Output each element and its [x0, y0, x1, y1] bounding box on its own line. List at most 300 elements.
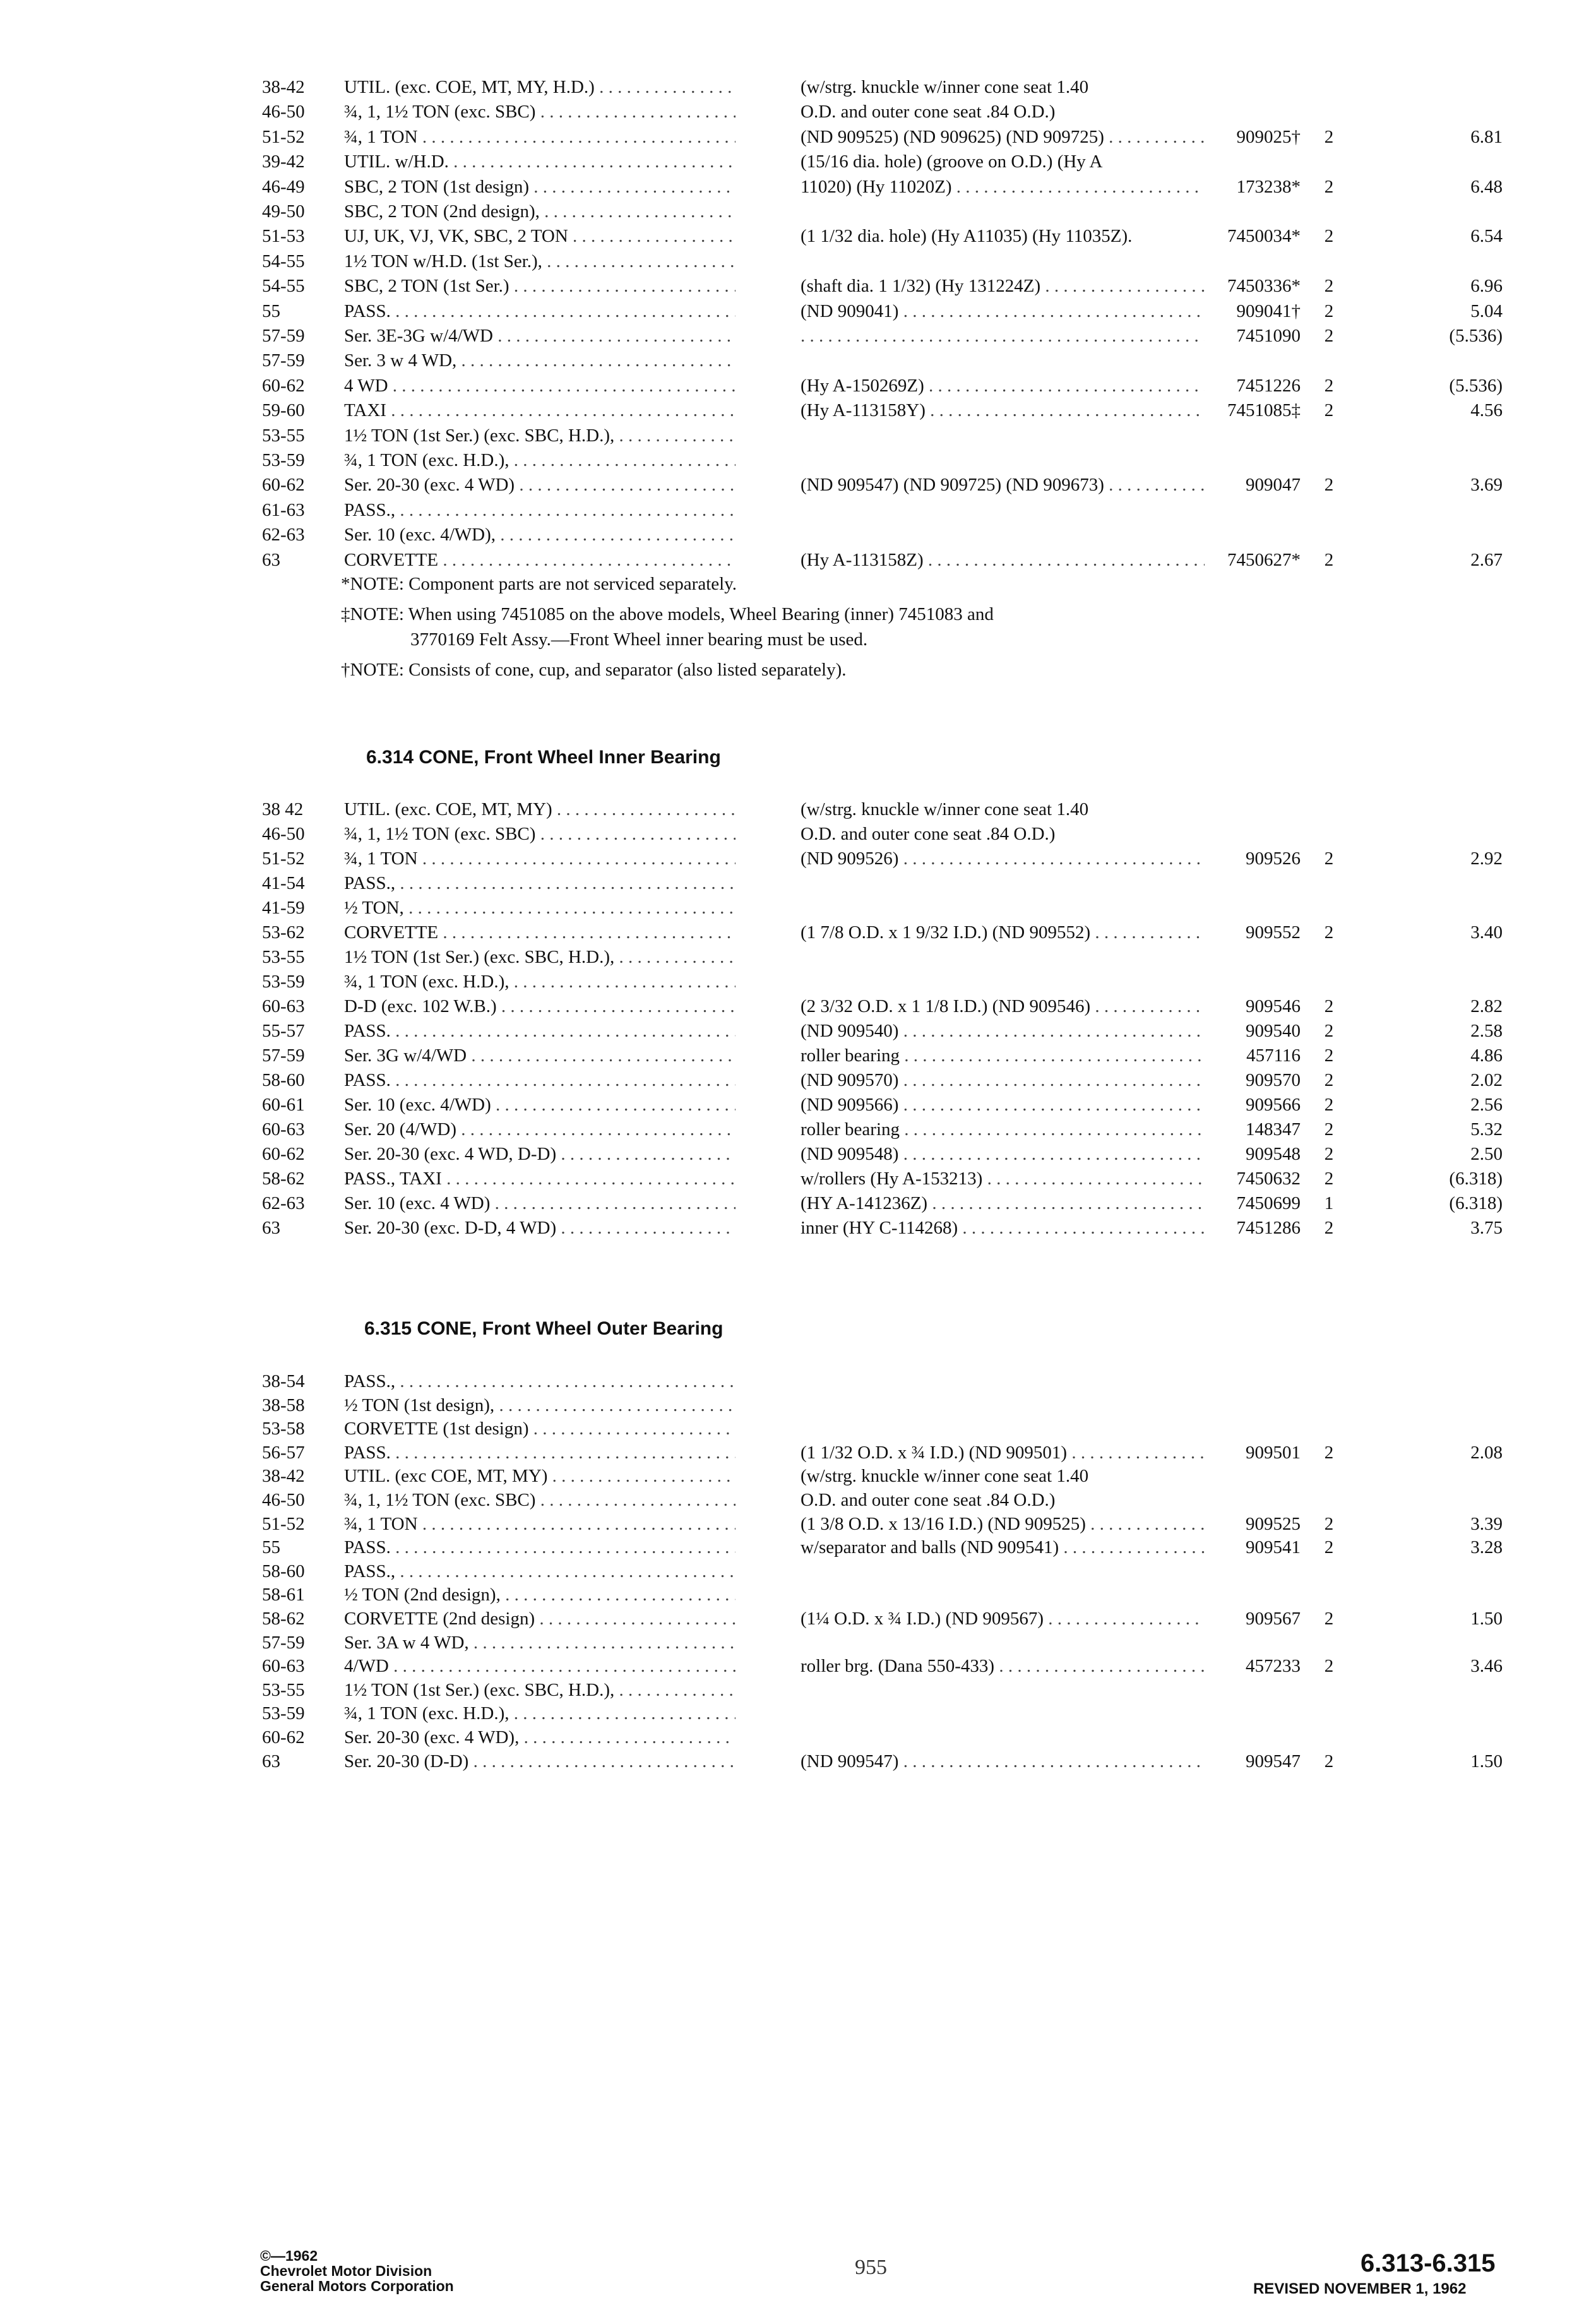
table-row — [0, 821, 1596, 847]
year-cell — [262, 174, 338, 199]
description-cell-text: (HY A-141236Z) — [801, 1193, 928, 1213]
quantity-cell — [1310, 1215, 1348, 1241]
part-number-cell — [1187, 472, 1301, 497]
year-cell — [262, 1141, 338, 1167]
quantity-cell-text: 2 — [1324, 1045, 1334, 1066]
model-cell — [344, 1677, 735, 1703]
year-cell — [262, 423, 338, 448]
year-cell-text: 38-42 — [262, 1466, 305, 1487]
quantity-cell-text: 2 — [1324, 276, 1334, 297]
table-row — [0, 273, 1596, 299]
description-cell-text: (ND 909526) — [801, 848, 899, 869]
part-number-cell-text: 909047 — [1246, 475, 1301, 496]
description-cell — [801, 299, 1205, 324]
model-cell — [344, 472, 735, 497]
description-cell — [801, 323, 1205, 348]
year-cell — [262, 1068, 338, 1093]
model-cell — [344, 1117, 735, 1142]
table-row — [0, 299, 1596, 324]
description-cell-text: roller bearing — [801, 1045, 900, 1066]
model-cell — [344, 895, 735, 920]
model-cell-text: PASS., — [344, 1561, 396, 1581]
model-cell-text: PASS., — [344, 1371, 396, 1391]
year-cell — [262, 846, 338, 871]
table-row — [0, 1606, 1596, 1631]
quantity-cell — [1310, 1018, 1348, 1044]
model-cell-text: PASS., — [344, 873, 396, 893]
quantity-cell — [1310, 273, 1348, 299]
description-cell — [801, 149, 1205, 174]
quantity-cell-text: 1 — [1324, 1193, 1334, 1213]
part-number-cell — [1187, 1535, 1301, 1560]
year-cell-text: 60-61 — [262, 1095, 305, 1115]
price-cell — [1357, 1141, 1503, 1167]
model-cell — [344, 821, 735, 847]
year-cell-text: 63 — [262, 549, 280, 570]
year-cell — [262, 1369, 338, 1394]
description-cell — [801, 1166, 1205, 1191]
part-number-cell — [1187, 1117, 1301, 1142]
price-cell — [1357, 1166, 1503, 1191]
table-row — [0, 1369, 1596, 1394]
description-cell — [801, 1141, 1205, 1167]
model-cell — [344, 1215, 735, 1241]
description-cell-text: O.D. and outer cone seat .84 O.D.) — [801, 824, 1056, 844]
table-row — [0, 1582, 1596, 1607]
table-row — [0, 1630, 1596, 1655]
description-cell-text: (ND 909570) — [801, 1070, 899, 1090]
model-cell — [344, 871, 735, 896]
year-cell — [262, 821, 338, 847]
model-cell — [344, 1511, 735, 1537]
year-cell — [262, 944, 338, 970]
model-cell-text: Ser. 20-30 (exc. D-D, 4 WD) — [344, 1218, 557, 1238]
description-cell — [801, 124, 1205, 150]
year-cell — [262, 124, 338, 150]
part-number-cell-text: 909526 — [1246, 848, 1301, 869]
quantity-cell-text: 2 — [1324, 375, 1334, 396]
year-cell — [262, 1630, 338, 1655]
year-cell-text: 46-50 — [262, 824, 305, 844]
quantity-cell-text: 2 — [1324, 1442, 1334, 1463]
description-cell-text: (ND 909547) (ND 909725) (ND 909673) — [801, 475, 1104, 496]
year-cell-text: 57-59 — [262, 1045, 305, 1066]
part-number-cell — [1187, 1440, 1301, 1465]
model-cell — [344, 1191, 735, 1216]
price-cell — [1357, 547, 1503, 573]
quantity-cell-text: 2 — [1324, 1656, 1334, 1677]
description-cell — [801, 1440, 1205, 1465]
part-number-cell-text: 7451090 — [1236, 326, 1301, 346]
description-cell — [801, 920, 1205, 945]
description-cell-text: (ND 909548) — [801, 1144, 899, 1164]
part-number-cell — [1187, 1511, 1301, 1537]
price-cell — [1357, 124, 1503, 150]
section-heading: 6.315 CONE, Front Wheel Outer Bearing — [364, 1318, 724, 1339]
description-cell-text: (ND 909547) — [801, 1751, 899, 1771]
table-row — [0, 1701, 1596, 1726]
year-cell — [262, 920, 338, 945]
price-cell-text: 2.67 — [1470, 549, 1503, 570]
year-cell-text: 51-52 — [262, 1513, 305, 1534]
part-number-cell-text: 909501 — [1246, 1442, 1301, 1463]
price-cell — [1357, 472, 1503, 497]
part-number-cell — [1187, 273, 1301, 299]
table-row — [0, 1166, 1596, 1191]
table-row — [0, 1559, 1596, 1584]
quantity-cell — [1310, 472, 1348, 497]
revised-date: REVISED NOVEMBER 1, 1962 — [1253, 2280, 1467, 2297]
model-cell-text: ¾, 1 TON — [344, 126, 418, 147]
price-cell-text: 6.96 — [1470, 276, 1503, 297]
description-cell — [801, 1653, 1205, 1679]
quantity-cell-text: 2 — [1324, 1169, 1334, 1189]
price-cell — [1357, 846, 1503, 871]
model-cell — [344, 273, 735, 299]
model-cell-text: UJ, UK, VJ, VK, SBC, 2 TON — [344, 226, 568, 247]
model-cell — [344, 124, 735, 150]
model-cell-text: ¾, 1 TON (exc. H.D.), — [344, 972, 509, 992]
quantity-cell-text: 2 — [1324, 475, 1334, 496]
model-cell — [344, 497, 735, 523]
description-cell-text: inner (HY C-114268) — [801, 1218, 958, 1238]
year-cell-text: 60-63 — [262, 996, 305, 1016]
model-cell — [344, 1725, 735, 1750]
section-heading: 6.314 CONE, Front Wheel Inner Bearing — [366, 747, 721, 768]
model-cell — [344, 1606, 735, 1631]
year-cell — [262, 1725, 338, 1750]
quantity-cell — [1310, 1191, 1348, 1216]
description-cell — [801, 223, 1205, 249]
price-cell — [1357, 1606, 1503, 1631]
model-cell-text: PASS. — [344, 1442, 391, 1463]
table-row — [0, 472, 1596, 497]
year-cell-text: 63 — [262, 1751, 280, 1771]
year-cell-text: 49-50 — [262, 201, 305, 222]
model-cell-text: Ser. 20-30 (exc. 4 WD), — [344, 1727, 520, 1747]
quantity-cell — [1310, 1653, 1348, 1679]
model-cell — [344, 423, 735, 448]
quantity-cell-text: 2 — [1324, 922, 1334, 943]
model-cell-text: D-D (exc. 102 W.B.) — [344, 996, 497, 1016]
year-cell-text: 38-54 — [262, 1371, 305, 1391]
model-cell — [344, 1463, 735, 1489]
year-cell-text: 38 42 — [262, 799, 304, 819]
price-cell — [1357, 1117, 1503, 1142]
part-number-cell-text: 909548 — [1246, 1144, 1301, 1164]
description-cell — [801, 547, 1205, 573]
model-cell — [344, 149, 735, 174]
model-cell-text: 1½ TON (1st Ser.) (exc. SBC, H.D.), — [344, 1679, 615, 1700]
year-cell-text: 54-55 — [262, 251, 305, 271]
model-cell — [344, 994, 735, 1019]
model-cell-text: Ser. 20-30 (D-D) — [344, 1751, 469, 1771]
table-row — [0, 1725, 1596, 1750]
price-cell-text: (6.318) — [1449, 1193, 1503, 1213]
price-cell — [1357, 174, 1503, 199]
year-cell — [262, 1606, 338, 1631]
year-cell-text: 53-55 — [262, 425, 305, 446]
model-cell — [344, 920, 735, 945]
table-row — [0, 1215, 1596, 1241]
year-cell-text: 56-57 — [262, 1442, 305, 1463]
price-cell — [1357, 994, 1503, 1019]
year-cell — [262, 1535, 338, 1560]
quantity-cell — [1310, 1606, 1348, 1631]
description-cell — [801, 1463, 1205, 1489]
description-cell — [801, 1043, 1205, 1068]
description-cell-text: (w/strg. knuckle w/inner cone seat 1.40 — [801, 1466, 1089, 1487]
price-cell-text: (6.318) — [1449, 1169, 1503, 1189]
table-row — [0, 1043, 1596, 1068]
quantity-cell-text: 2 — [1324, 326, 1334, 346]
description-cell-text: (ND 909525) (ND 909625) (ND 909725) — [801, 126, 1104, 147]
price-cell — [1357, 1191, 1503, 1216]
table-row — [0, 522, 1596, 547]
quantity-cell-text: 2 — [1324, 1218, 1334, 1238]
year-cell — [262, 797, 338, 822]
price-cell — [1357, 1535, 1503, 1560]
year-cell — [262, 223, 338, 249]
quantity-cell — [1310, 1068, 1348, 1093]
model-cell-text: Ser. 3 w 4 WD, — [344, 350, 457, 371]
quantity-cell-text: 2 — [1324, 176, 1334, 197]
price-cell-text: 2.08 — [1470, 1442, 1503, 1463]
price-cell — [1357, 1511, 1503, 1537]
table-row — [0, 547, 1596, 573]
part-number-cell-text: 7450627* — [1227, 549, 1301, 570]
year-cell-text: 39-42 — [262, 152, 305, 172]
model-cell-text: ¾, 1, 1½ TON (exc. SBC) — [344, 1490, 536, 1510]
part-number-cell-text: 7450034* — [1227, 226, 1301, 247]
model-cell — [344, 1440, 735, 1465]
section-range: 6.313-6.315 — [1361, 2249, 1496, 2277]
year-cell — [262, 1653, 338, 1679]
description-cell — [801, 1487, 1205, 1513]
model-cell-text: ¾, 1 TON — [344, 848, 418, 869]
year-cell-text: 55 — [262, 1537, 280, 1558]
part-number-cell-text: 909552 — [1246, 922, 1301, 943]
description-cell-text: (1 1/32 dia. hole) (Hy A11035) (Hy 11035Z). — [801, 226, 1133, 247]
quantity-cell — [1310, 1117, 1348, 1142]
model-cell-text: ¾, 1, 1½ TON (exc. SBC) — [344, 824, 536, 844]
year-cell — [262, 1701, 338, 1726]
part-number-cell — [1187, 920, 1301, 945]
description-cell-text: w/separator and balls (ND 909541) — [801, 1537, 1059, 1558]
year-cell — [262, 547, 338, 573]
description-cell — [801, 1117, 1205, 1142]
year-cell — [262, 1416, 338, 1441]
year-cell-text: 60-63 — [262, 1119, 305, 1140]
year-cell — [262, 871, 338, 896]
model-cell — [344, 1043, 735, 1068]
year-cell-text: 51-53 — [262, 226, 305, 247]
model-cell-text: ½ TON (1st design), — [344, 1395, 495, 1415]
part-number-cell — [1187, 323, 1301, 348]
description-cell-text: (1¼ O.D. x ¾ I.D.) (ND 909567) — [801, 1609, 1044, 1629]
part-number-cell-text: 7450336* — [1227, 276, 1301, 297]
part-number-cell-text: 7451286 — [1236, 1218, 1301, 1238]
year-cell-text: 54-55 — [262, 276, 305, 297]
year-cell — [262, 1582, 338, 1607]
model-cell-text: SBC, 2 TON (2nd design), — [344, 201, 540, 222]
table-row — [0, 1141, 1596, 1167]
table-row — [0, 1068, 1596, 1093]
model-cell-text: 4/WD — [344, 1656, 389, 1677]
quantity-cell — [1310, 1535, 1348, 1560]
quantity-cell — [1310, 124, 1348, 150]
table-row — [0, 994, 1596, 1019]
price-cell-text: 6.81 — [1470, 126, 1503, 147]
model-cell-text: PASS., — [344, 499, 396, 520]
description-cell — [801, 1068, 1205, 1093]
price-cell — [1357, 1018, 1503, 1044]
model-cell-text: CORVETTE (2nd design) — [344, 1609, 535, 1629]
model-cell-text: TAXI — [344, 400, 386, 421]
part-number-cell-text: 909541 — [1246, 1537, 1301, 1558]
model-cell-text: Ser. 3G w/4/WD — [344, 1045, 467, 1066]
part-number-cell — [1187, 1653, 1301, 1679]
table-row — [0, 846, 1596, 871]
table-row — [0, 895, 1596, 920]
table-row — [0, 1018, 1596, 1044]
footnote: *NOTE: Component parts are not serviced separately. — [341, 574, 737, 594]
model-cell-text: 4 WD — [344, 375, 388, 396]
description-cell-text: (1 7/8 O.D. x 1 9/32 I.D.) (ND 909552) — [801, 922, 1091, 943]
year-cell — [262, 1511, 338, 1537]
quantity-cell-text: 2 — [1324, 1144, 1334, 1164]
model-cell — [344, 1369, 735, 1394]
table-row — [0, 1677, 1596, 1703]
quantity-cell-text: 2 — [1324, 1537, 1334, 1558]
model-cell — [344, 944, 735, 970]
model-cell-text: UTIL. (exc COE, MT, MY) — [344, 1466, 548, 1487]
year-cell-text: 58-60 — [262, 1561, 305, 1581]
description-cell-text: (w/strg. knuckle w/inner cone seat 1.40 — [801, 77, 1089, 97]
quantity-cell — [1310, 1166, 1348, 1191]
year-cell — [262, 994, 338, 1019]
part-number-cell — [1187, 124, 1301, 150]
part-number-cell-text: 909566 — [1246, 1095, 1301, 1115]
year-cell-text: 62-63 — [262, 525, 305, 545]
part-number-cell-text: 7451226 — [1236, 375, 1301, 396]
description-cell — [801, 1606, 1205, 1631]
model-cell-text: SBC, 2 TON (1st Ser.) — [344, 276, 509, 297]
model-cell — [344, 74, 735, 100]
model-cell-text: Ser. 20-30 (exc. 4 WD) — [344, 475, 515, 496]
model-cell — [344, 373, 735, 398]
quantity-cell-text: 2 — [1324, 1021, 1334, 1041]
quantity-cell — [1310, 994, 1348, 1019]
footer-copyright: ©—1962 — [260, 2247, 318, 2264]
description-cell-text: (2 3/32 O.D. x 1 1/8 I.D.) (ND 909546) — [801, 996, 1091, 1016]
table-row — [0, 797, 1596, 822]
price-cell-text: 2.92 — [1470, 848, 1503, 869]
year-cell — [262, 448, 338, 473]
year-cell — [262, 398, 338, 423]
part-number-cell-text: 457233 — [1246, 1656, 1301, 1677]
quantity-cell — [1310, 1749, 1348, 1774]
table-row — [0, 1487, 1596, 1513]
quantity-cell — [1310, 174, 1348, 199]
table-row — [0, 199, 1596, 224]
description-cell — [801, 1511, 1205, 1537]
year-cell — [262, 249, 338, 274]
year-cell — [262, 1191, 338, 1216]
year-cell-text: 38-58 — [262, 1395, 305, 1415]
price-cell-text: 6.54 — [1470, 226, 1503, 247]
year-cell — [262, 472, 338, 497]
price-cell-text: (5.536) — [1449, 375, 1503, 396]
table-row — [0, 149, 1596, 174]
quantity-cell — [1310, 846, 1348, 871]
price-cell-text: 4.56 — [1470, 400, 1503, 421]
year-cell — [262, 99, 338, 124]
model-cell — [344, 1559, 735, 1584]
description-cell — [801, 1215, 1205, 1241]
year-cell — [262, 373, 338, 398]
description-cell-text: (15/16 dia. hole) (groove on O.D.) (Hy A — [801, 152, 1103, 172]
year-cell-text: 53-59 — [262, 972, 305, 992]
part-number-cell-text: 909525 — [1246, 1513, 1301, 1534]
part-number-cell — [1187, 223, 1301, 249]
year-cell — [262, 323, 338, 348]
table-row — [0, 423, 1596, 448]
quantity-cell-text: 2 — [1324, 1751, 1334, 1771]
part-number-cell-text: 7450699 — [1236, 1193, 1301, 1213]
footer-corporation: General Motors Corporation — [260, 2278, 454, 2294]
model-cell — [344, 1393, 735, 1418]
model-cell — [344, 1018, 735, 1044]
year-cell-text: 60-62 — [262, 1727, 305, 1747]
price-cell — [1357, 1215, 1503, 1241]
table-row — [0, 1463, 1596, 1489]
year-cell-text: 41-54 — [262, 873, 305, 893]
model-cell-text: ¾, 1 TON — [344, 1513, 418, 1534]
model-cell-text: 1½ TON (1st Ser.) (exc. SBC, H.D.), — [344, 425, 615, 446]
model-cell-text: PASS. — [344, 301, 391, 321]
year-cell-text: 46-49 — [262, 176, 305, 197]
quantity-cell-text: 2 — [1324, 549, 1334, 570]
description-cell-text: (shaft dia. 1 1/32) (Hy 131224Z) — [801, 276, 1041, 297]
description-cell — [801, 821, 1205, 847]
table-row — [0, 448, 1596, 473]
model-cell — [344, 299, 735, 324]
price-cell-text: 5.32 — [1470, 1119, 1503, 1140]
model-cell-text: Ser. 3E-3G w/4/WD — [344, 326, 493, 346]
table-row — [0, 1117, 1596, 1142]
description-cell-text: (w/strg. knuckle w/inner cone seat 1.40 — [801, 799, 1089, 819]
description-cell — [801, 99, 1205, 124]
year-cell-text: 53-58 — [262, 1419, 305, 1439]
model-cell-text: PASS., TAXI — [344, 1169, 442, 1189]
model-cell-text: Ser. 20 (4/WD) — [344, 1119, 456, 1140]
table-row — [0, 497, 1596, 523]
price-cell — [1357, 1749, 1503, 1774]
year-cell-text: 41-59 — [262, 898, 305, 918]
price-cell-text: 5.04 — [1470, 301, 1503, 321]
part-number-cell — [1187, 398, 1301, 423]
description-cell-text: roller brg. (Dana 550-433) — [801, 1656, 995, 1677]
model-cell — [344, 1092, 735, 1117]
year-cell — [262, 1677, 338, 1703]
price-cell-text: 2.58 — [1470, 1021, 1503, 1041]
description-cell-text: (Hy A-113158Y) — [801, 400, 926, 421]
part-number-cell — [1187, 1092, 1301, 1117]
description-cell — [801, 74, 1205, 100]
model-cell — [344, 348, 735, 373]
table-row — [0, 74, 1596, 100]
